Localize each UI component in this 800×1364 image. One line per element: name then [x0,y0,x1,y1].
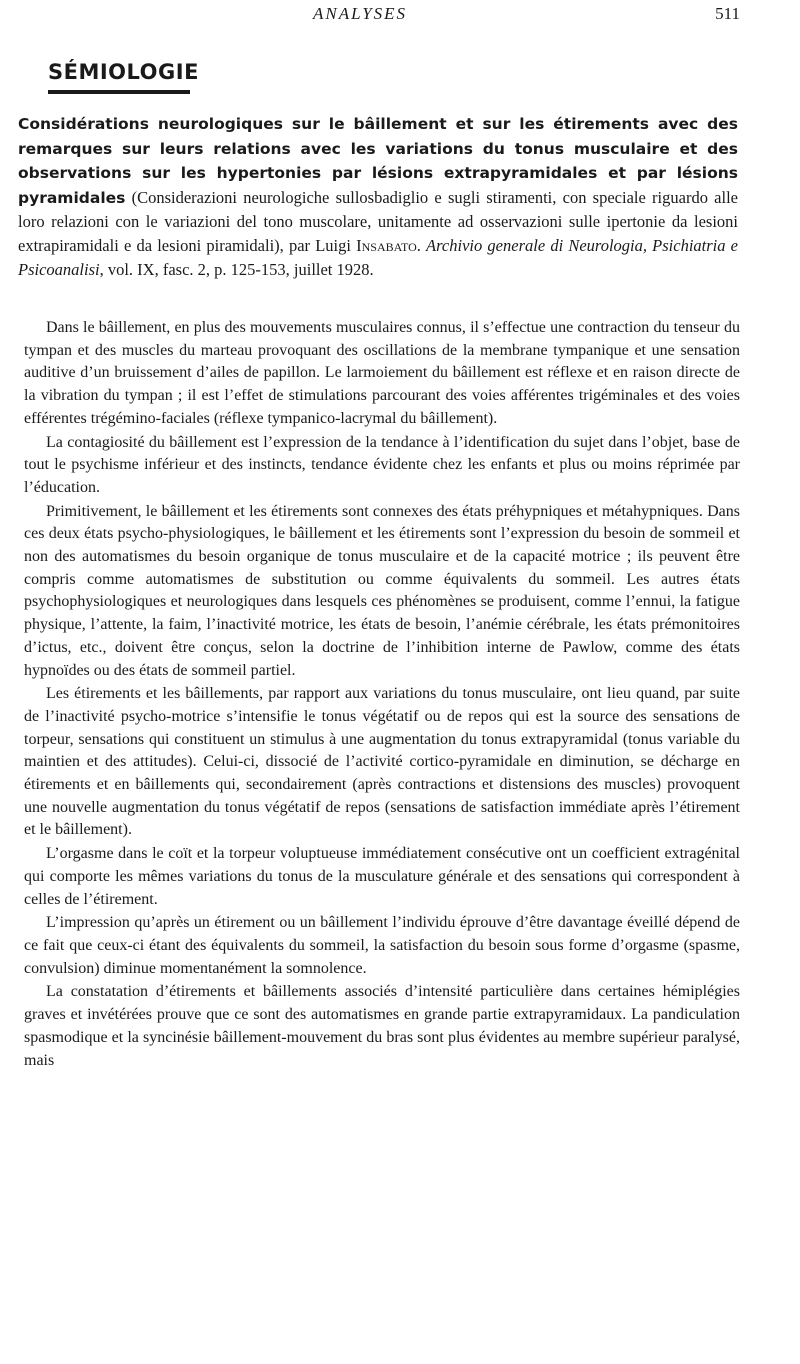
reference-author-surname: Insabato [356,235,417,255]
reference-citation: , vol. IX, fasc. 2, p. 125-153, juillet 1928. [99,259,374,279]
reference-original-title: (Considerazioni neurologiche sullosbadiglio e sugli stiramenti, con speciale riguardo alle loro relazioni con le variazioni del tono muscolare, unitamente ad osservazioni sulle ipertonie da lesioni extrapiramidali e da lesioni piramidali), par Luigi [18,187,738,255]
body-paragraph: L’impression qu’après un étirement ou un bâillement l’individu éprouve d’être davantage éveillé dépend de ce fait que ceux-ci étant des équivalents du sommeil, la satisfaction du besoin sous forme d’orgasme (spasme, convulsion) diminue momentanément la somnolence. [24,914,740,977]
running-title: ANALYSES [313,4,408,23]
section-title-underline [48,90,190,94]
reference-separator: . [416,235,427,255]
page-number: 511 [715,4,740,23]
body-paragraph: L’orgasme dans le coït et la torpeur voluptueuse immédiatement consécutive ont un coefficient extragénital qui comporte les mêmes variations du tonus de la musculature générale et des sensations qui correspondent à celles de l’étirement. [24,845,740,908]
article-reference [18,112,738,281]
body-paragraph: La contagiosité du bâillement est l’expression de la tendance à l’identification du sujet dans l’objet, base de tout le psychisme inférieur et des instincts, tendance évidente chez les enfants et plus ou moins réprimée par l’éducation. [24,433,740,496]
body-paragraph: Les étirements et les bâillements, par rapport aux variations du tonus musculaire, ont lieu quand, par suite de l’inactivité psycho-motrice s’intensifie le tonus végétatif ou de repos qui est la source des sensations de torpeur, sensations qui constituent un stimulus à une augmentation du tonus extrapyramidal (tonus variable du maintien et des attitudes). Celui-ci, dissocié de l’activité cortico-pyramidale en diminution, se décharge en étirements et en bâillements qui, secondairement (après contractions et distensions des muscles) provoquent une nouvelle augmentation du tonus végétatif de repos (sensations de satisfaction immédiate après l’étirement et le bâillement). [24,685,740,839]
body-paragraph: Dans le bâillement, en plus des mouvements musculaires connus, il s’effectue une contraction du tenseur du tympan et des muscles du marteau provoquant des oscillations de la membrane tympanique et une sensation auditive d’un bruissement d’ailes de papillon. Le larmoiement du bâillement est réflexe et en raison directe de la vibration du tympan ; il est l’effet de stimulations parcourant des voies afférentes trigéminales et des voies efférentes trégémino-faciales (réflexe tympanico-lacrymal du bâillement). [24,319,740,427]
article-body [24,317,740,1073]
body-paragraph: Primitivement, le bâillement et les étirements sont connexes des états préhypniques et métahypniques. Dans ces deux états psycho-physiologiques, le bâillement et les étirements sont l’expression du besoin de sommeil et non des automatismes du besoin organique de tonus musculaire et de la capacité motrice ; ils peuvent être compris comme automatismes de substitution ou comme équivalents du sommeil. Les autres états psychophysiologiques et neurologiques dans lesquels ces phénomènes se produisent, comme l’ennui, la fatigue physique, l’attente, la faim, l’inactivité motrice, les états de besoin, l’anémie cérébrale, les états prémonitoires d’ictus, etc., doivent être conçus, selon la doctrine de l’inhibition interne de Pawlow, comme des états hypnoïdes ou des états de sommeil partiel. [24,502,740,679]
section-title: SÉMIOLOGIE [48,60,199,84]
body-paragraph: La constatation d’étirements et bâillements associés d’intensité particulière dans certaines hémiplégies graves et invétérées prouve que ce sont des automatismes en grande partie extrapyramidaux. La pandiculation spasmodique et la syncinésie bâillement-mouvement du bras sont plus évidentes au membre supérieur paralysé, mais [24,983,740,1069]
reference-journal: Archivio generale di Neurologia, Psichiatria e Psicoanalisi [18,235,738,279]
reference-title: Considérations neurologiques sur le bâillement et sur les étirements avec des remarques sur leurs relations avec les variations du tonus musculaire et des observations sur les hypertonies par lésions extrapyramidales et par lésions pyramidales [18,115,738,207]
running-header [0,4,800,28]
